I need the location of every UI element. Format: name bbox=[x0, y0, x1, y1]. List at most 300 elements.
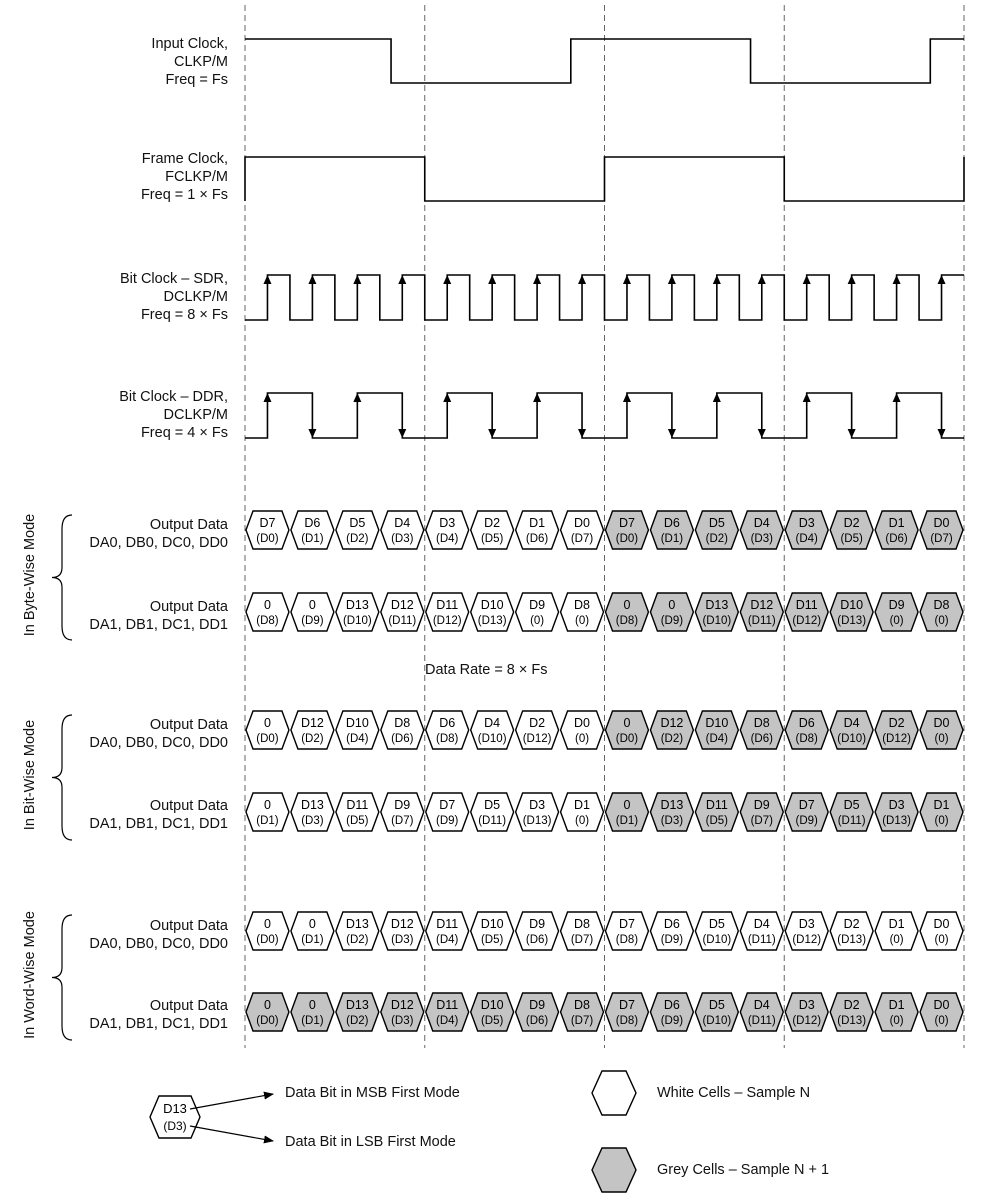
data-cell bbox=[650, 912, 693, 950]
lsb-bit-label: (D11) bbox=[837, 815, 866, 827]
lsb-bit-label: (D2) bbox=[346, 934, 369, 946]
data-cell bbox=[695, 993, 738, 1031]
falling-edge-arrow-icon bbox=[758, 429, 766, 438]
data-cell bbox=[785, 912, 828, 950]
msb-bit-label: D6 bbox=[663, 998, 680, 1012]
data-cell bbox=[920, 511, 963, 549]
rising-edge-arrow-icon bbox=[533, 393, 541, 402]
msb-bit-label: D6 bbox=[798, 716, 815, 730]
lsb-bit-label: (D3) bbox=[391, 1015, 414, 1027]
lsb-bit-label: (D9) bbox=[660, 934, 684, 946]
msb-bit-label: 0 bbox=[263, 998, 271, 1012]
lsb-bit-label: (D3) bbox=[391, 533, 414, 545]
lsb-bit-label: (D5) bbox=[480, 934, 504, 946]
lsb-bit-label: (D3) bbox=[750, 533, 773, 545]
msb-bit-label: D2 bbox=[843, 516, 860, 530]
rising-edge-arrow-icon bbox=[893, 275, 901, 284]
msb-bit-label: D0 bbox=[574, 516, 591, 530]
msb-bit-label: 0 bbox=[263, 598, 271, 612]
data-cell bbox=[830, 912, 873, 950]
data-cell bbox=[606, 793, 649, 831]
data-cell bbox=[920, 593, 963, 631]
legend-msb-label: Data Bit in MSB First Mode bbox=[285, 1085, 460, 1101]
lsb-bit-label: (D4) bbox=[346, 733, 369, 745]
msb-bit-label: 0 bbox=[263, 917, 271, 931]
rising-edge-arrow-icon bbox=[848, 275, 856, 284]
mode-brace bbox=[52, 915, 72, 1040]
data-cell bbox=[426, 711, 469, 749]
msb-bit-label: D5 bbox=[708, 917, 725, 931]
msb-bit-label: D1 bbox=[529, 516, 546, 530]
legend-msb-bit: D13 bbox=[163, 1101, 187, 1116]
lsb-bit-label: (D8) bbox=[615, 615, 639, 627]
frame-clock-label: Frame Clock, FCLKP/M Freq = 1 × Fs bbox=[140, 151, 228, 203]
bit-clock-sdr-label: Bit Clock – SDR, DCLKP/M Freq = 8 × Fs bbox=[120, 271, 228, 323]
msb-bit-label: D2 bbox=[843, 998, 860, 1012]
data-cell bbox=[561, 912, 604, 950]
data-cell bbox=[785, 511, 828, 549]
data-cell bbox=[516, 711, 559, 749]
data-cell bbox=[920, 912, 963, 950]
lsb-bit-label: (D9) bbox=[436, 815, 459, 827]
rising-edge-arrow-icon bbox=[488, 275, 496, 284]
data-cell bbox=[695, 593, 738, 631]
data-cell bbox=[291, 993, 334, 1031]
data-cell bbox=[381, 511, 424, 549]
lsb-bit-label: (0) bbox=[575, 733, 590, 745]
data-cell bbox=[785, 711, 828, 749]
rising-edge-arrow-icon bbox=[263, 275, 271, 284]
lsb-bit-label: (D4) bbox=[436, 934, 459, 946]
legend-lsb-label: Data Bit in LSB First Mode bbox=[285, 1134, 456, 1150]
msb-bit-label: D1 bbox=[888, 917, 905, 931]
lsb-bit-label: (D1) bbox=[615, 815, 639, 827]
msb-bit-label: D5 bbox=[349, 516, 366, 530]
data-cell bbox=[875, 993, 918, 1031]
msb-bit-label: D9 bbox=[529, 598, 546, 612]
data-cell bbox=[830, 593, 873, 631]
msb-bit-label: D8 bbox=[394, 716, 411, 730]
lsb-bit-label: (D12) bbox=[882, 733, 911, 745]
data-cell bbox=[606, 593, 649, 631]
lsb-bit-label: (D9) bbox=[795, 815, 818, 827]
lsb-bit-label: (D0) bbox=[615, 733, 639, 745]
data-cell bbox=[291, 593, 334, 631]
msb-bit-label: D8 bbox=[574, 998, 591, 1012]
msb-bit-label: D10 bbox=[705, 716, 729, 730]
falling-edge-arrow-icon bbox=[488, 429, 496, 438]
lsb-bit-label: (D9) bbox=[301, 615, 324, 627]
legend-white-label: White Cells – Sample N bbox=[657, 1085, 811, 1101]
data-cell bbox=[695, 912, 738, 950]
msb-bit-label: D9 bbox=[394, 798, 411, 812]
data-cell bbox=[246, 511, 289, 549]
data-cell bbox=[471, 711, 514, 749]
data-cell bbox=[516, 912, 559, 950]
msb-bit-label: 0 bbox=[623, 716, 631, 730]
data-cell bbox=[830, 511, 873, 549]
msb-bit-label: 0 bbox=[308, 598, 316, 612]
lsb-bit-label: (D6) bbox=[750, 733, 773, 745]
byte-wise-mode-label: In Byte-Wise Mode bbox=[22, 513, 38, 637]
data-cell bbox=[291, 793, 334, 831]
data-cell bbox=[471, 593, 514, 631]
data-cell bbox=[246, 993, 289, 1031]
lsb-bit-label: (D13) bbox=[837, 934, 867, 946]
output-data-label: Output Data DA1, DB1, DC1, DD1 bbox=[89, 998, 228, 1032]
msb-bit-label: D0 bbox=[933, 998, 950, 1012]
msb-bit-label: 0 bbox=[263, 798, 271, 812]
msb-bit-label: D6 bbox=[663, 516, 680, 530]
legend-example-cell bbox=[150, 1096, 200, 1138]
msb-bit-label: D12 bbox=[390, 598, 414, 612]
data-cell bbox=[561, 593, 604, 631]
lsb-bit-label: (D5) bbox=[346, 815, 369, 827]
msb-bit-label: D10 bbox=[480, 598, 504, 612]
lsb-bit-label: (D11) bbox=[478, 815, 507, 827]
msb-bit-label: D0 bbox=[933, 516, 950, 530]
msb-bit-label: D13 bbox=[300, 798, 324, 812]
rising-edge-arrow-icon bbox=[308, 275, 316, 284]
rising-edge-arrow-icon bbox=[578, 275, 586, 284]
lsb-bit-label: (D13) bbox=[837, 1015, 867, 1027]
output-data-label: Output Data DA0, DB0, DC0, DD0 bbox=[89, 517, 228, 551]
msb-bit-label: D8 bbox=[933, 598, 950, 612]
lsb-bit-label: (0) bbox=[934, 733, 949, 745]
lsb-bit-label: (D12) bbox=[522, 733, 552, 745]
data-cell bbox=[920, 993, 963, 1031]
data-cell bbox=[740, 511, 783, 549]
data-cell bbox=[426, 912, 469, 950]
lsb-bit-label: (D4) bbox=[436, 533, 459, 545]
msb-bit-label: D3 bbox=[888, 798, 905, 812]
rising-edge-arrow-icon bbox=[623, 393, 631, 402]
msb-bit-label: 0 bbox=[668, 598, 676, 612]
msb-bit-label: D13 bbox=[345, 917, 369, 931]
data-cell bbox=[740, 912, 783, 950]
lsb-bit-label: (D13) bbox=[837, 615, 867, 627]
msb-bit-label: D3 bbox=[529, 798, 546, 812]
msb-bit-label: D4 bbox=[484, 716, 501, 730]
msb-bit-label: D11 bbox=[436, 998, 459, 1012]
msb-bit-label: D6 bbox=[663, 917, 680, 931]
data-cell bbox=[471, 912, 514, 950]
data-cell bbox=[785, 593, 828, 631]
falling-edge-arrow-icon bbox=[848, 429, 856, 438]
msb-bit-label: D6 bbox=[304, 516, 321, 530]
msb-bit-label: D12 bbox=[300, 716, 324, 730]
rising-edge-arrow-icon bbox=[713, 275, 721, 284]
msb-bit-label: D11 bbox=[795, 598, 818, 612]
lsb-bit-label: (D6) bbox=[391, 733, 414, 745]
data-cell bbox=[650, 593, 693, 631]
msb-bit-label: D7 bbox=[798, 798, 815, 812]
msb-bit-label: D8 bbox=[574, 598, 591, 612]
lsb-bit-label: (D11) bbox=[747, 615, 776, 627]
lsb-bit-label: (0) bbox=[575, 815, 590, 827]
data-cell bbox=[381, 711, 424, 749]
lsb-bit-label: (0) bbox=[889, 1015, 904, 1027]
data-cell bbox=[246, 793, 289, 831]
lsb-bit-label: (D9) bbox=[660, 615, 684, 627]
lsb-bit-label: (D12) bbox=[792, 1015, 822, 1027]
data-cell bbox=[606, 993, 649, 1031]
msb-bit-label: D0 bbox=[933, 917, 950, 931]
mode-brace bbox=[52, 715, 72, 840]
msb-bit-label: D5 bbox=[843, 798, 860, 812]
msb-bit-label: D1 bbox=[888, 516, 905, 530]
data-cell bbox=[471, 511, 514, 549]
data-cell bbox=[561, 993, 604, 1031]
output-data-label: Output Data DA1, DB1, DC1, DD1 bbox=[89, 599, 228, 633]
data-cell bbox=[740, 993, 783, 1031]
lsb-bit-label: (D8) bbox=[256, 615, 279, 627]
data-cell bbox=[381, 993, 424, 1031]
lsb-bit-label: (D7) bbox=[570, 934, 594, 946]
msb-arrow-icon bbox=[190, 1094, 273, 1109]
data-cell bbox=[291, 711, 334, 749]
msb-bit-label: D4 bbox=[394, 516, 411, 530]
lsb-bit-label: (D5) bbox=[705, 815, 729, 827]
lsb-bit-label: (0) bbox=[530, 615, 545, 627]
mode-brace bbox=[52, 515, 72, 640]
msb-bit-label: D9 bbox=[529, 998, 546, 1012]
msb-bit-label: D7 bbox=[618, 917, 635, 931]
rising-edge-arrow-icon bbox=[443, 393, 451, 402]
data-cell bbox=[785, 793, 828, 831]
lsb-bit-label: (D6) bbox=[525, 533, 549, 545]
data-cell bbox=[246, 711, 289, 749]
lsb-bit-label: (D8) bbox=[615, 934, 639, 946]
data-cell bbox=[246, 912, 289, 950]
data-cell bbox=[875, 711, 918, 749]
data-rate-label: Data Rate = 8 × Fs bbox=[425, 662, 548, 678]
data-cell bbox=[561, 511, 604, 549]
msb-bit-label: D9 bbox=[888, 598, 905, 612]
lsb-bit-label: (D13) bbox=[882, 815, 911, 827]
lsb-bit-label: (0) bbox=[889, 615, 904, 627]
lsb-bit-label: (D5) bbox=[480, 1015, 504, 1027]
lsb-bit-label: (D10) bbox=[702, 615, 732, 627]
data-cell bbox=[695, 711, 738, 749]
msb-bit-label: D10 bbox=[480, 917, 504, 931]
lsb-bit-label: (D5) bbox=[840, 533, 863, 545]
lsb-bit-label: (D3) bbox=[301, 815, 324, 827]
data-cell bbox=[650, 711, 693, 749]
output-data-label: Output Data DA0, DB0, DC0, DD0 bbox=[89, 918, 228, 952]
bit-wise-mode-label: In Bit-Wise Mode bbox=[22, 719, 38, 831]
data-cell bbox=[516, 993, 559, 1031]
rising-edge-arrow-icon bbox=[758, 275, 766, 284]
lsb-bit-label: (0) bbox=[934, 1015, 949, 1027]
data-cell bbox=[561, 711, 604, 749]
lsb-bit-label: (0) bbox=[934, 934, 949, 946]
data-cell bbox=[875, 593, 918, 631]
data-cell bbox=[426, 511, 469, 549]
data-cell bbox=[426, 793, 469, 831]
data-cell bbox=[516, 511, 559, 549]
msb-bit-label: D11 bbox=[705, 798, 728, 812]
falling-edge-arrow-icon bbox=[578, 429, 586, 438]
lsb-bit-label: (D10) bbox=[702, 934, 732, 946]
rising-edge-arrow-icon bbox=[668, 275, 676, 284]
lsb-bit-label: (D1) bbox=[301, 934, 324, 946]
data-cell bbox=[875, 912, 918, 950]
msb-bit-label: 0 bbox=[308, 998, 316, 1012]
rising-edge-arrow-icon bbox=[398, 275, 406, 284]
lsb-bit-label: (0) bbox=[934, 815, 949, 827]
msb-bit-label: D6 bbox=[439, 716, 456, 730]
rising-edge-arrow-icon bbox=[938, 275, 946, 284]
lsb-bit-label: (D1) bbox=[301, 1015, 324, 1027]
lsb-bit-label: (D6) bbox=[525, 1015, 549, 1027]
msb-bit-label: D9 bbox=[753, 798, 770, 812]
data-cell bbox=[785, 993, 828, 1031]
lsb-bit-label: (D10) bbox=[477, 733, 507, 745]
msb-bit-label: D7 bbox=[259, 516, 276, 530]
data-cell bbox=[606, 711, 649, 749]
msb-bit-label: D4 bbox=[843, 716, 860, 730]
lsb-bit-label: (D3) bbox=[391, 934, 414, 946]
msb-bit-label: D11 bbox=[436, 598, 459, 612]
msb-bit-label: D3 bbox=[439, 516, 456, 530]
data-cell bbox=[695, 793, 738, 831]
lsb-bit-label: (D11) bbox=[747, 934, 776, 946]
lsb-bit-label: (0) bbox=[889, 934, 904, 946]
msb-bit-label: D11 bbox=[346, 798, 369, 812]
lsb-arrow-icon bbox=[190, 1126, 273, 1141]
lsb-bit-label: (D12) bbox=[792, 615, 822, 627]
data-cell bbox=[336, 593, 379, 631]
msb-bit-label: D7 bbox=[618, 998, 635, 1012]
data-cell bbox=[740, 793, 783, 831]
msb-bit-label: D1 bbox=[933, 798, 950, 812]
falling-edge-arrow-icon bbox=[668, 429, 676, 438]
data-cell bbox=[830, 793, 873, 831]
output-data-label: Output Data DA0, DB0, DC0, DD0 bbox=[89, 717, 228, 751]
data-cell bbox=[381, 912, 424, 950]
msb-bit-label: D1 bbox=[888, 998, 905, 1012]
rising-edge-arrow-icon bbox=[353, 275, 361, 284]
lsb-bit-label: (D11) bbox=[747, 1015, 776, 1027]
lsb-bit-label: (D10) bbox=[702, 1015, 732, 1027]
data-cell bbox=[336, 793, 379, 831]
legend-grey-label: Grey Cells – Sample N + 1 bbox=[657, 1162, 830, 1178]
lsb-bit-label: (D11) bbox=[388, 615, 417, 627]
rising-edge-arrow-icon bbox=[623, 275, 631, 284]
lsb-bit-label: (D2) bbox=[660, 733, 684, 745]
msb-bit-label: 0 bbox=[263, 716, 271, 730]
msb-bit-label: 0 bbox=[623, 798, 631, 812]
data-cell bbox=[740, 593, 783, 631]
lsb-bit-label: (D4) bbox=[795, 533, 818, 545]
lsb-bit-label: (0) bbox=[575, 615, 590, 627]
lsb-bit-label: (D0) bbox=[256, 533, 279, 545]
lsb-bit-label: (D7) bbox=[391, 815, 414, 827]
lsb-bit-label: (D0) bbox=[256, 733, 279, 745]
msb-bit-label: D8 bbox=[753, 716, 770, 730]
data-cell bbox=[291, 511, 334, 549]
data-cell bbox=[471, 793, 514, 831]
data-cell bbox=[650, 511, 693, 549]
rising-edge-arrow-icon bbox=[533, 275, 541, 284]
msb-bit-label: D13 bbox=[660, 798, 684, 812]
word-wise-mode-label: In Word-Wise Mode bbox=[22, 911, 38, 1039]
lsb-bit-label: (D7) bbox=[750, 815, 773, 827]
input-clock-label: Input Clock, CLKP/M Freq = Fs bbox=[151, 36, 228, 88]
data-cell bbox=[830, 711, 873, 749]
rising-edge-arrow-icon bbox=[803, 393, 811, 402]
rising-edge-arrow-icon bbox=[713, 393, 721, 402]
msb-bit-label: D9 bbox=[529, 917, 546, 931]
frame-clock-waveform bbox=[245, 157, 964, 201]
msb-bit-label: D4 bbox=[753, 998, 770, 1012]
lsb-bit-label: (D0) bbox=[256, 934, 279, 946]
msb-bit-label: D4 bbox=[753, 516, 770, 530]
lsb-bit-label: (D6) bbox=[885, 533, 908, 545]
data-cell bbox=[875, 793, 918, 831]
msb-bit-label: D11 bbox=[436, 917, 459, 931]
lsb-bit-label: (D1) bbox=[256, 815, 279, 827]
msb-bit-label: D12 bbox=[750, 598, 774, 612]
msb-bit-label: D1 bbox=[574, 798, 591, 812]
legend-lsb-bit: (D3) bbox=[163, 1119, 187, 1133]
lsb-bit-label: (D3) bbox=[660, 815, 684, 827]
data-cell bbox=[650, 993, 693, 1031]
msb-bit-label: D3 bbox=[798, 998, 815, 1012]
msb-bit-label: D10 bbox=[480, 998, 504, 1012]
falling-edge-arrow-icon bbox=[398, 429, 406, 438]
data-cell bbox=[336, 912, 379, 950]
lsb-bit-label: (D13) bbox=[477, 615, 507, 627]
lsb-bit-label: (D13) bbox=[522, 815, 552, 827]
lsb-bit-label: (D12) bbox=[792, 934, 822, 946]
data-cell bbox=[561, 793, 604, 831]
data-cell bbox=[381, 793, 424, 831]
msb-bit-label: D2 bbox=[484, 516, 501, 530]
data-cell bbox=[426, 993, 469, 1031]
msb-bit-label: D2 bbox=[888, 716, 905, 730]
falling-edge-arrow-icon bbox=[938, 429, 946, 438]
msb-bit-label: D2 bbox=[529, 716, 546, 730]
msb-bit-label: D5 bbox=[708, 998, 725, 1012]
lsb-bit-label: (D1) bbox=[301, 533, 324, 545]
lsb-bit-label: (D7) bbox=[570, 533, 594, 545]
lsb-bit-label: (D4) bbox=[436, 1015, 459, 1027]
lsb-bit-label: (D8) bbox=[795, 733, 818, 745]
data-cell bbox=[516, 793, 559, 831]
lsb-bit-label: (D1) bbox=[660, 533, 684, 545]
data-cell bbox=[650, 793, 693, 831]
rising-edge-arrow-icon bbox=[263, 393, 271, 402]
rising-edge-arrow-icon bbox=[803, 275, 811, 284]
bit-clock-ddr-label: Bit Clock – DDR, DCLKP/M Freq = 4 × Fs bbox=[119, 389, 228, 441]
data-cell bbox=[426, 593, 469, 631]
data-cell bbox=[471, 993, 514, 1031]
msb-bit-label: D10 bbox=[840, 598, 864, 612]
msb-bit-label: D3 bbox=[798, 516, 815, 530]
msb-bit-label: 0 bbox=[308, 917, 316, 931]
lsb-bit-label: (D8) bbox=[436, 733, 459, 745]
lsb-bit-label: (D7) bbox=[570, 1015, 594, 1027]
msb-bit-label: D3 bbox=[798, 917, 815, 931]
data-cell bbox=[606, 912, 649, 950]
lsb-bit-label: (D10) bbox=[837, 733, 867, 745]
data-cell bbox=[336, 711, 379, 749]
msb-bit-label: D5 bbox=[708, 516, 725, 530]
lsb-bit-label: (D0) bbox=[615, 533, 639, 545]
data-cell bbox=[740, 711, 783, 749]
